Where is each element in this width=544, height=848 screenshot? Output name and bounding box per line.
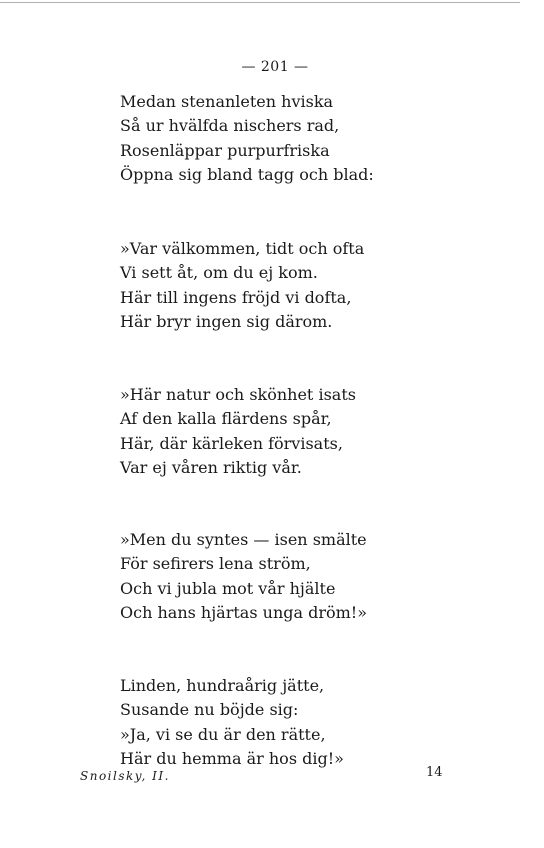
verse-line: Var ej våren riktig vår. <box>120 457 302 477</box>
verse-line: Medan stenanleten hviska <box>120 92 334 111</box>
verse-line: Och hans hjärtas unga dröm!» <box>120 602 368 622</box>
verse-line: Vi sett åt, om du ej kom. <box>120 263 318 283</box>
verse-line: Linden, hundraårig jätte, <box>120 676 325 695</box>
verse-line: »Ja, vi se du är den rätte, <box>120 724 326 744</box>
stanza-5 <box>120 674 420 771</box>
verse-line: »Här natur och skönhet isats <box>120 385 356 404</box>
verse-line: Här till ingens fröjd vi dofta, <box>120 287 352 307</box>
verse-line: Här, där kärleken förvisats, <box>120 433 343 453</box>
verse-line: Så ur hvälfda nischers rad, <box>120 116 340 136</box>
top-rule <box>0 2 520 3</box>
verse-line: Här du hemma är hos dig!» <box>120 748 344 768</box>
verse-line: Susande nu böjde sig: <box>120 700 299 720</box>
stanza-3 <box>120 383 420 480</box>
verse-line: Af den kalla flärdens spår, <box>120 409 332 429</box>
verse-line: Och vi jubla mot vår hjälte <box>120 578 336 598</box>
verse-line: Öppna sig bland tagg och blad: <box>120 164 374 184</box>
verse-line: »Men du syntes — isen smälte <box>120 530 367 549</box>
verse-line: Här bryr ingen sig därom. <box>120 311 333 331</box>
footer-author: Snoilsky, II. <box>80 769 170 783</box>
verse-line: »Var välkommen, tidt och ofta <box>120 239 365 258</box>
verse-line: Rosenläppar purpurfriska <box>120 140 330 160</box>
stanza-4 <box>120 528 420 625</box>
signature-mark: 14 <box>426 765 443 780</box>
stanza-2 <box>120 237 420 334</box>
verse-line: För sefirers lena ström, <box>120 554 311 574</box>
stanza-1 <box>120 90 420 187</box>
page-number: — 201 — <box>241 59 309 75</box>
